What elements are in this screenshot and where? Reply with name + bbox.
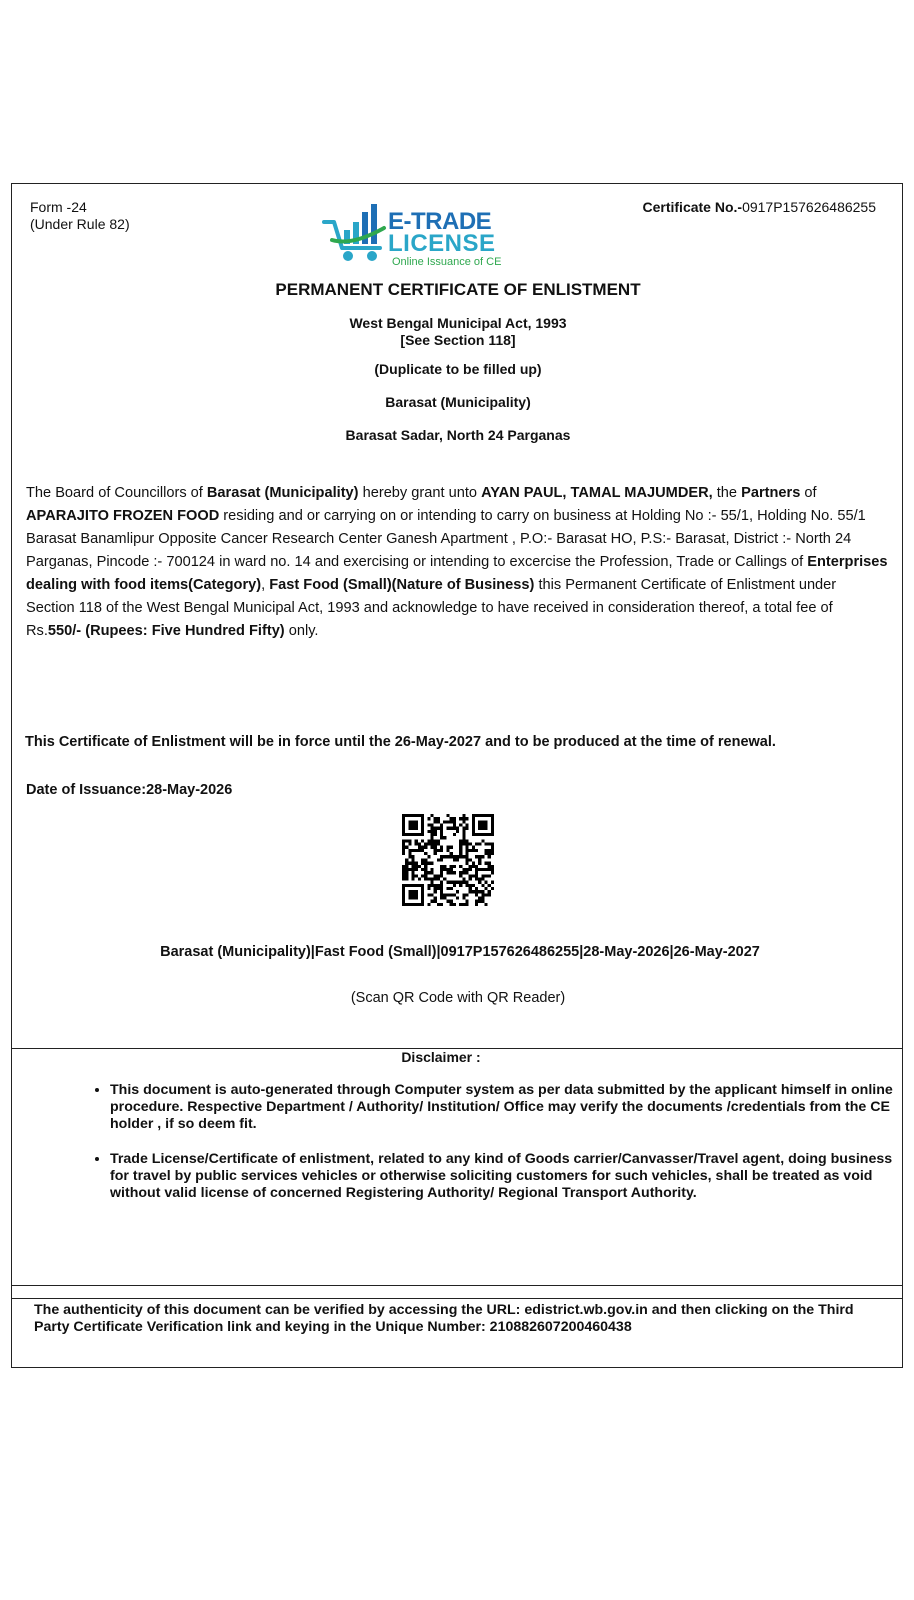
- certificate-number-value: 0917P157626486255: [742, 199, 876, 215]
- municipality-name: Barasat (Municipality): [385, 394, 531, 410]
- logo-line3: Online Issuance of CE: [392, 256, 502, 268]
- disclaimer-item: • This document is auto-generated through Computer system as per data submitted by the applicant himself in online procedure. Respective Department / Authority/ Institution/ Office may verify the documents /credentials from the CE holder , if so deem fit.: [110, 1082, 910, 1133]
- verification-note: The authenticity of this document can be verified by accessing the URL: edistrict.wb.gov.in and then clicking on the Third Party Certificate Verification link and keying in the Unique Number: 210882607200460438: [34, 1302, 854, 1335]
- body-text: this Permanent Certificate of Enlistment under Section 118 of the West Bengal Municipal Act, 1993 and acknowledge to have received in consideration thereof, a total fee of Rs.: [26, 577, 837, 639]
- logo-line1: E-TRADE: [388, 208, 492, 235]
- scan-hint: (Scan QR Code with QR Reader): [350, 990, 566, 1006]
- body-bold: APARAJITO FROZEN FOOD: [26, 508, 220, 524]
- rule-label: (Under Rule 82): [30, 216, 130, 232]
- body-bold: Enterprises dealing with food items(Category): [26, 554, 888, 593]
- body-text: only.: [284, 623, 319, 639]
- certificate-body: [26, 482, 888, 643]
- body-bold: Partners: [741, 485, 801, 501]
- disclaimer-item: • Trade License/Certificate of enlistment, related to any kind of Goods carrier/Canvasser/Travel agent, doing business for travel by public services vehicles or otherwise soliciting customers for such vehicles, shall be treated as void without valid license of concerned Registering Authority/ Regional Transport Authority.: [110, 1151, 910, 1202]
- body-text: the: [712, 485, 742, 501]
- issuance-date: Date of Issuance:28-May-2026: [26, 782, 233, 798]
- form-label: Form -24: [30, 199, 87, 215]
- act-name: West Bengal Municipal Act, 1993: [349, 315, 567, 331]
- body-text: The Board of Councillors of: [26, 485, 207, 501]
- divider: [12, 1298, 902, 1299]
- disclaimer-title: Disclaimer :: [401, 1049, 481, 1065]
- body-bold: AYAN PAUL, TAMAL MAJUMDER,: [481, 485, 713, 501]
- certificate-number-label: Certificate No.-: [642, 199, 743, 215]
- body-text: of: [800, 485, 817, 501]
- divider: [12, 1285, 902, 1286]
- certificate-title: PERMANENT CERTIFICATE OF ENLISTMENT: [275, 280, 641, 299]
- district-name: Barasat Sadar, North 24 Parganas: [345, 427, 571, 443]
- logo-line2: LICENSE: [388, 230, 496, 257]
- qr-code-icon: [402, 814, 494, 906]
- qr-summary: Barasat (Municipality)|Fast Food (Small)|0917P157626486255|28-May-2026|26-May-2027: [160, 944, 760, 960]
- etrade-logo: [322, 196, 512, 266]
- certificate-frame: [11, 183, 903, 1368]
- body-bold: Barasat (Municipality): [206, 485, 359, 501]
- validity-statement: This Certificate of Enlistment will be in force until the 26-May-2027 and to be produced at the time of renewal.: [25, 734, 776, 750]
- disclaimer-list: [84, 1082, 910, 1220]
- body-text: hereby grant unto: [358, 485, 482, 501]
- act-section: [See Section 118]: [400, 332, 516, 348]
- duplicate-note: (Duplicate to be filled up): [374, 361, 542, 377]
- form-number: [30, 199, 130, 233]
- body-text: ,: [261, 577, 270, 593]
- cart-icon: [322, 200, 392, 270]
- act-reference: [12, 315, 904, 349]
- body-bold: Fast Food (Small)(Nature of Business): [269, 577, 535, 593]
- certificate-number: [643, 199, 877, 215]
- body-text: residing and or carrying on or intending to carry on business at Holding No :- 55/1, Holding No. 55/1 Barasat Banamlipur Opposite Cancer Research Center Ganesh Apartment , P.O:- Barasat HO, P.S:- Barasat, District :- North 24 Parganas, Pincode :- 700124 in ward no. 14 and exercising or intending to excercise the Profession, Trade or Callings of: [26, 508, 866, 570]
- body-bold: 550/- (Rupees: Five Hundred Fifty): [47, 623, 285, 639]
